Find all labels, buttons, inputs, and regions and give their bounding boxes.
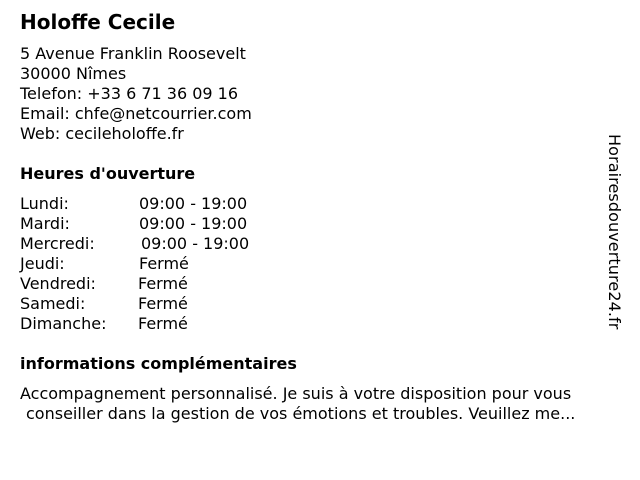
hours-heading: Heures d'ouverture	[20, 164, 196, 183]
hours-day: Dimanche:	[20, 314, 107, 333]
hours-time: 09:00 - 19:00	[139, 194, 248, 213]
info-line-2: conseiller dans la gestion de vos émotions et troubles. Veuillez me...	[26, 404, 576, 423]
business-name: Holoffe Cecile	[20, 10, 176, 34]
phone-text: Telefon: +33 6 71 36 09 16	[20, 84, 239, 103]
hours-day: Samedi:	[20, 294, 86, 313]
brand-watermark: Horairesdouverture24.fr	[605, 134, 624, 330]
hours-time: Fermé	[138, 294, 188, 313]
address-line-1: 5 Avenue Franklin Roosevelt	[20, 44, 246, 63]
email-text: Email: chfe@netcourrier.com	[20, 104, 252, 123]
contact-block	[20, 44, 252, 144]
info-description	[20, 384, 630, 424]
hours-day: Mercredi:	[20, 234, 95, 253]
website-text: Web: cecileholoffe.fr	[20, 124, 184, 143]
hours-time: 09:00 - 19:00	[139, 214, 248, 233]
hours-time: 09:00 - 19:00	[141, 234, 250, 253]
hours-time: Fermé	[138, 274, 188, 293]
hours-day: Jeudi:	[20, 254, 65, 273]
hours-time: Fermé	[138, 314, 188, 333]
hours-time: Fermé	[139, 254, 189, 273]
address-line-2: 30000 Nîmes	[20, 64, 127, 83]
hours-day: Lundi:	[20, 194, 69, 213]
info-heading: informations complémentaires	[20, 354, 297, 373]
hours-day: Vendredi:	[20, 274, 96, 293]
info-line-1: Accompagnement personnalisé. Je suis à votre disposition pour vous	[20, 384, 572, 403]
hours-day: Mardi:	[20, 214, 70, 233]
